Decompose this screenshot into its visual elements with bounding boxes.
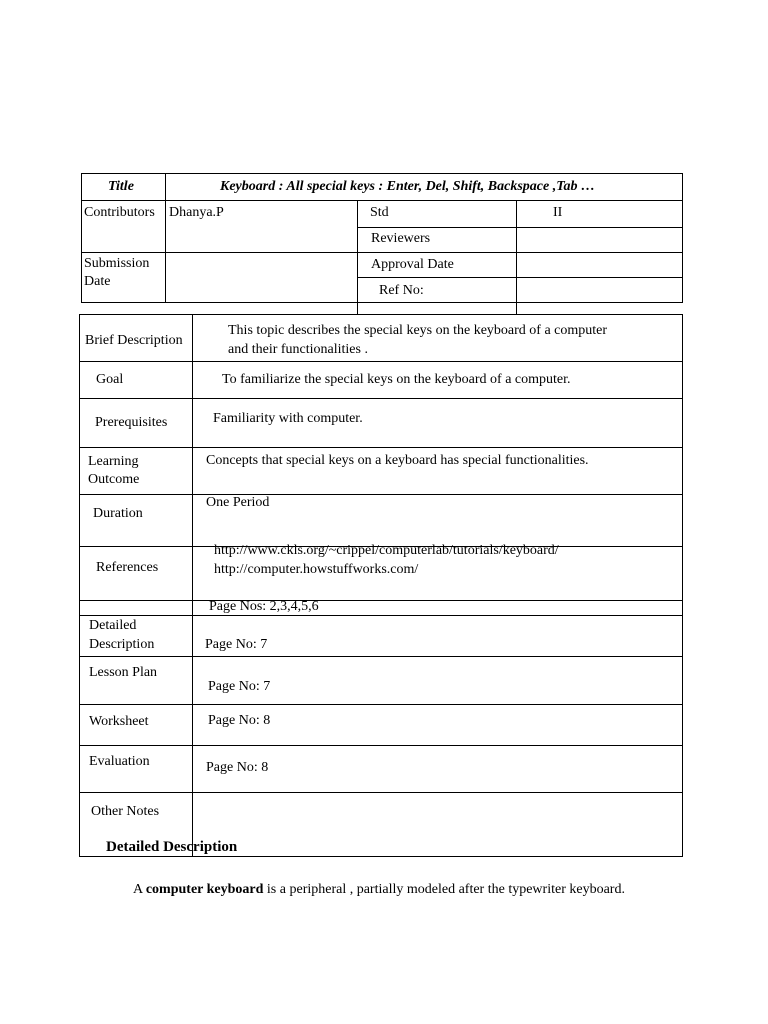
section-heading: Detailed Description (106, 839, 238, 855)
evaluation-value: Page No: 8 (206, 760, 269, 775)
contributors-value: Dhanya.P (169, 205, 224, 220)
intro-paragraph (133, 881, 625, 899)
title-label: Title (108, 179, 134, 194)
prerequisites-value: Familiarity with computer. (213, 411, 363, 426)
brief-description-line1: This topic describes the special keys on the keyboard of a computer (228, 323, 608, 338)
goal-label: Goal (96, 372, 124, 387)
evaluation-label: Evaluation (89, 754, 150, 769)
detailed-description-value: Page No: 7 (205, 637, 268, 652)
submission-label-line1: Submission (84, 256, 150, 271)
goal-value: To familiarize the special keys on the keyboard of a computer. (222, 372, 571, 387)
title-value: Keyboard : All special keys : Enter, Del, Shift, Backspace ,Tab … (220, 179, 595, 194)
std-value: II (553, 205, 563, 220)
prerequisites-label: Prerequisites (95, 415, 168, 430)
detailed-description-label-line1: Detailed (89, 618, 137, 633)
reference-link-2[interactable]: http://computer.howstuffworks.com/ (214, 562, 419, 577)
intro-prefix: A (133, 882, 146, 897)
references-label: References (96, 560, 159, 575)
reference-link-1[interactable]: http://www.ckls.org/~crippel/computerlab/tutorials/keyboard/ (214, 543, 559, 558)
worksheet-label: Worksheet (89, 714, 149, 729)
learning-outcome-value: Concepts that special keys on a keyboard has special functionalities. (206, 453, 589, 468)
brief-description-line2: and their functionalities . (228, 342, 368, 357)
ref-no-label: Ref No: (379, 283, 424, 298)
lesson-plan-label: Lesson Plan (89, 665, 158, 680)
reference-pages: Page Nos: 2,3,4,5,6 (209, 599, 319, 614)
approval-date-label: Approval Date (371, 257, 454, 272)
submission-label-line2: Date (84, 274, 111, 289)
lesson-plan-value: Page No: 7 (208, 679, 271, 694)
duration-label: Duration (93, 506, 143, 521)
other-notes-label: Other Notes (91, 804, 160, 819)
intro-rest: is a peripheral , partially modeled after the typewriter keyboard. (263, 882, 625, 897)
brief-description-label: Brief Description (85, 333, 183, 348)
intro-bold-term: computer keyboard (145, 882, 264, 897)
contributors-label: Contributors (84, 205, 155, 220)
detailed-description-label-line2: Description (89, 637, 155, 652)
worksheet-value: Page No: 8 (208, 713, 271, 728)
reviewers-label: Reviewers (371, 231, 431, 246)
learning-outcome-label-line2: Outcome (88, 472, 140, 487)
duration-value: One Period (206, 495, 270, 510)
learning-outcome-label-line1: Learning (88, 454, 139, 469)
std-label: Std (370, 205, 389, 220)
